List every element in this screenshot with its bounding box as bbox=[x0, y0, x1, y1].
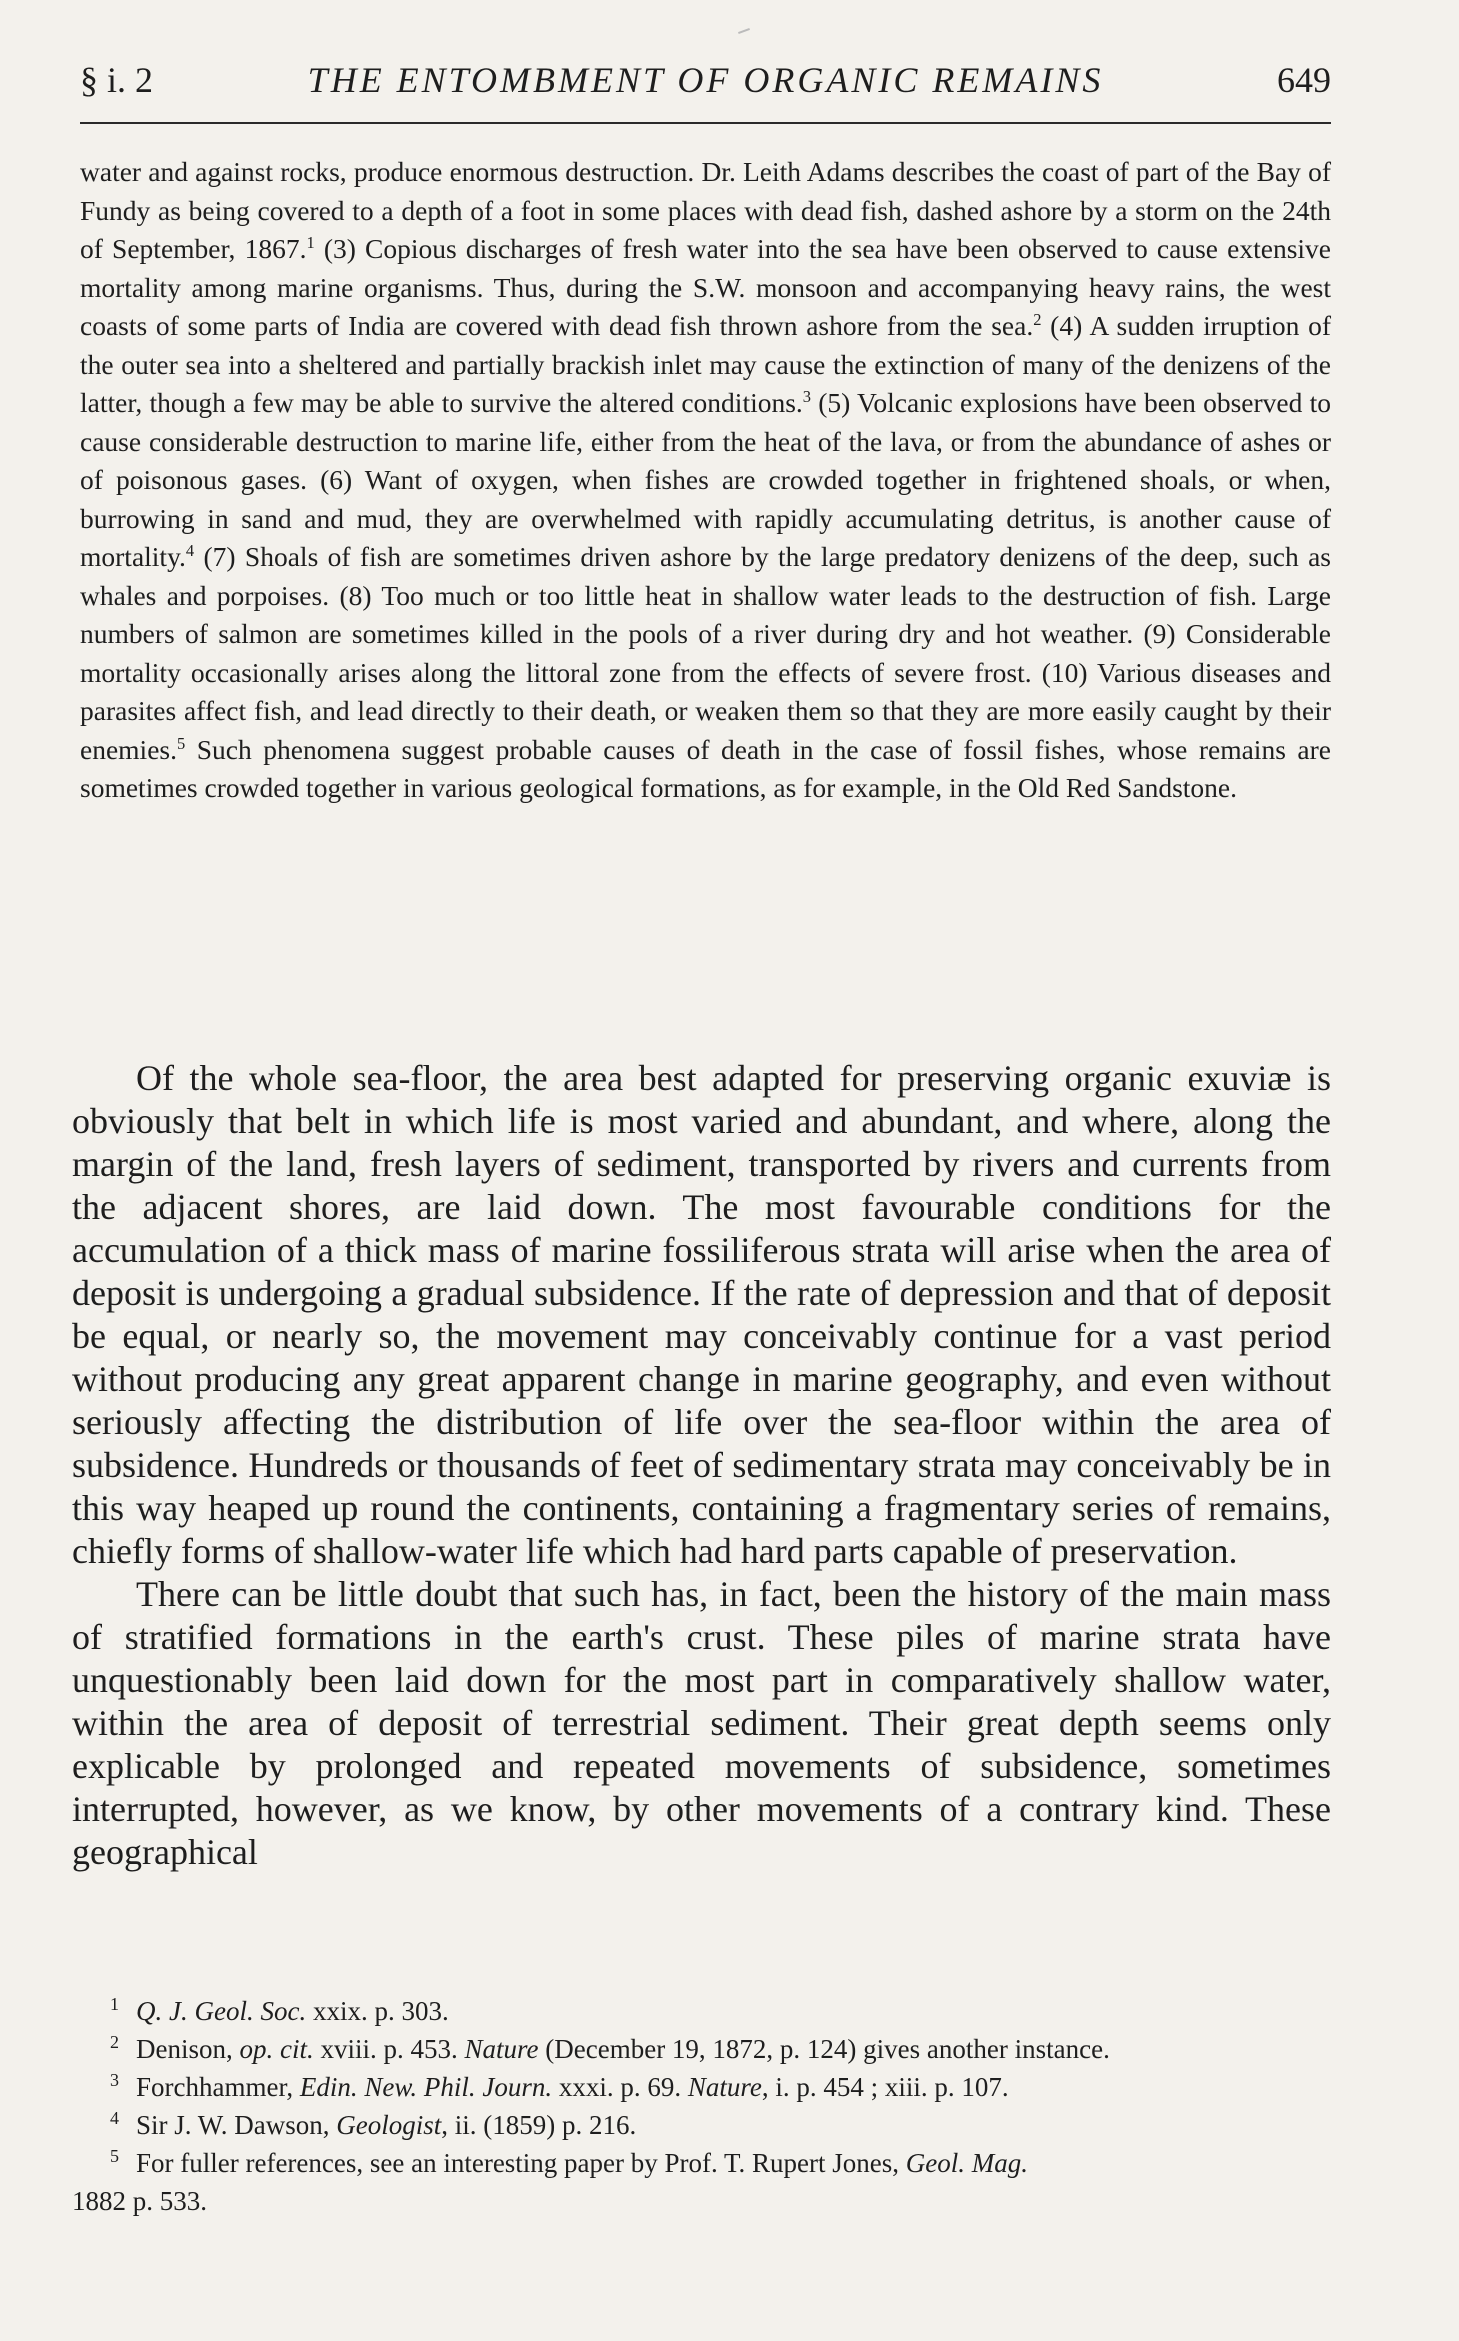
page-number: 649 bbox=[1277, 60, 1331, 100]
citation-title: Edin. New. Phil. Journ. bbox=[299, 2072, 553, 2102]
footnote-text: Sir J. W. Dawson, bbox=[136, 2110, 337, 2140]
text-run: (5) Volcanic explosions have been observed to cause considerable destruction to marine life, either from the heat of the lava, or from the abundance of ashes or of poisonous gases. (6) Want of oxygen, when fishes are crowded together in frightened shoals, or when, burrowing in sand and mud, they are overwhelmed with rapidly accumulating detritus, is another cause of mortality. bbox=[80, 387, 1331, 572]
footnote-text: , ii. (1859) p. 216. bbox=[441, 2110, 637, 2140]
footnote bbox=[72, 2144, 1331, 2220]
footnote-continuation: 1882 p. 533. bbox=[72, 2186, 207, 2216]
text-run: Such phenomena suggest probable causes of death in the case of fossil fishes, whose remains are sometimes crowded together in various geological formations, as for example, in the Old Red Sandstone. bbox=[80, 733, 1331, 803]
footnote bbox=[72, 1992, 1331, 2030]
footnote-text: xxix. p. 303. bbox=[306, 1996, 449, 2026]
footnote bbox=[72, 2030, 1331, 2068]
footnote-ref-3: 3 bbox=[802, 386, 812, 406]
footnote-ref-1: 1 bbox=[306, 232, 315, 252]
footnote-text: , i. p. 454 ; xiii. p. 107. bbox=[761, 2072, 1009, 2102]
footnote-number: 4 bbox=[110, 2108, 119, 2128]
footnote-number: 2 bbox=[110, 2032, 119, 2052]
header-rule bbox=[80, 122, 1331, 124]
footnote bbox=[72, 2068, 1331, 2106]
footnote-text: xxxi. p. 69. bbox=[552, 2072, 688, 2102]
small-print-section bbox=[80, 153, 1331, 808]
main-paragraph-2: There can be little doubt that such has, in fact, been the history of the main mass of stratified formations in the earth's crust. These piles of marine strata have unquestionably been laid down for the most part in comparatively shallow water, within the area of deposit of terrestrial sediment. Their great depth seems only explicable by prolonged and repeated movements of subsidence, sometimes interrupted, however, as we know, by other movements of a contrary kind. These geographical bbox=[72, 1574, 1331, 1872]
running-header bbox=[80, 56, 1331, 104]
main-text-section bbox=[72, 1057, 1331, 1874]
citation-title: Nature bbox=[687, 2072, 762, 2102]
print-mark bbox=[738, 28, 750, 34]
footnote-number: 5 bbox=[110, 2146, 119, 2166]
footnote-number: 3 bbox=[110, 2070, 119, 2090]
section-reference: § i. 2 bbox=[80, 60, 154, 100]
footnote-text: Forchhammer, bbox=[136, 2072, 300, 2102]
footnotes bbox=[72, 1992, 1331, 2220]
citation-title: Geologist bbox=[336, 2110, 442, 2140]
text-run: (7) Shoals of fish are sometimes driven ashore by the large predatory denizens of the deep, such as whales and porpoises. (8) Too much or too little heat in shallow water leads to the destruction of fish. Large numbers of salmon are sometimes killed in the pools of a river during dry and hot weather. (9) Considerable mortality occasionally arises along the littoral zone from the effects of severe frost. (10) Various diseases and parasites affect fish, and lead directly to their death, or weaken them so that they are more easily caught by their enemies. bbox=[80, 541, 1331, 765]
citation-title: Q. J. Geol. Soc. bbox=[136, 1996, 307, 2026]
footnote-ref-5: 5 bbox=[176, 733, 186, 753]
citation-title: Geol. Mag. bbox=[905, 2148, 1028, 2178]
footnote-ref-2: 2 bbox=[1033, 309, 1042, 329]
text-run: (4) A sudden irruption of the outer sea into a sheltered and partially brackish inlet may cause the extinction of many of the denizens of the latter, though a few may be able to survive the altered conditions. bbox=[80, 310, 1331, 418]
text-run: water and against rocks, produce enormous destruction. Dr. Leith Adams describes the coast of part of the Bay of Fundy as being covered to a depth of a foot in some places with dead fish, dashed ashore by a storm on the 24th of September, 1867. bbox=[80, 156, 1331, 264]
footnote-number: 1 bbox=[110, 1994, 119, 2014]
footnote bbox=[72, 2106, 1331, 2144]
citation-title: Nature bbox=[464, 2034, 539, 2064]
footnote-text: For fuller references, see an interesting paper by Prof. T. Rupert Jones, bbox=[136, 2148, 906, 2178]
footnote-ref-4: 4 bbox=[185, 540, 195, 560]
running-title: THE ENTOMBMENT OF ORGANIC REMAINS bbox=[307, 60, 1104, 100]
footnote-text: (December 19, 1872, p. 124) gives another instance. bbox=[538, 2034, 1110, 2064]
footnote-text: Denison, bbox=[136, 2034, 240, 2064]
small-print-paragraph bbox=[80, 153, 1331, 808]
text-run: (3) Copious discharges of fresh water into the sea have been observed to cause extensive mortality among marine organisms. Thus, during the S.W. monsoon and accompanying heavy rains, the west coasts of some parts of India are covered with dead fish thrown ashore from the sea. bbox=[80, 233, 1331, 341]
main-paragraph-1: Of the whole sea-floor, the area best adapted for preserving organic exuviæ is obviously that belt in which life is most varied and abundant, and where, along the margin of the land, fresh layers of sediment, transported by rivers and currents from the adjacent shores, are laid down. The most favourable conditions for the accumulation of a thick mass of marine fossiliferous strata will arise when the area of deposit is undergoing a gradual subsidence. If the rate of depression and that of deposit be equal, or nearly so, the movement may conceivably continue for a vast period without producing any great apparent change in marine geography, and even without seriously affecting the distribution of life over the sea-floor within the area of subsidence. Hundreds or thousands of feet of sedimentary strata may conceivably be in this way heaped up round the continents, containing a fragmentary series of remains, chiefly forms of shallow-water life which had hard parts capable of preservation. bbox=[72, 1058, 1331, 1571]
citation-title: op. cit. bbox=[239, 2034, 314, 2064]
footnote-text: xviii. p. 453. bbox=[313, 2034, 465, 2064]
